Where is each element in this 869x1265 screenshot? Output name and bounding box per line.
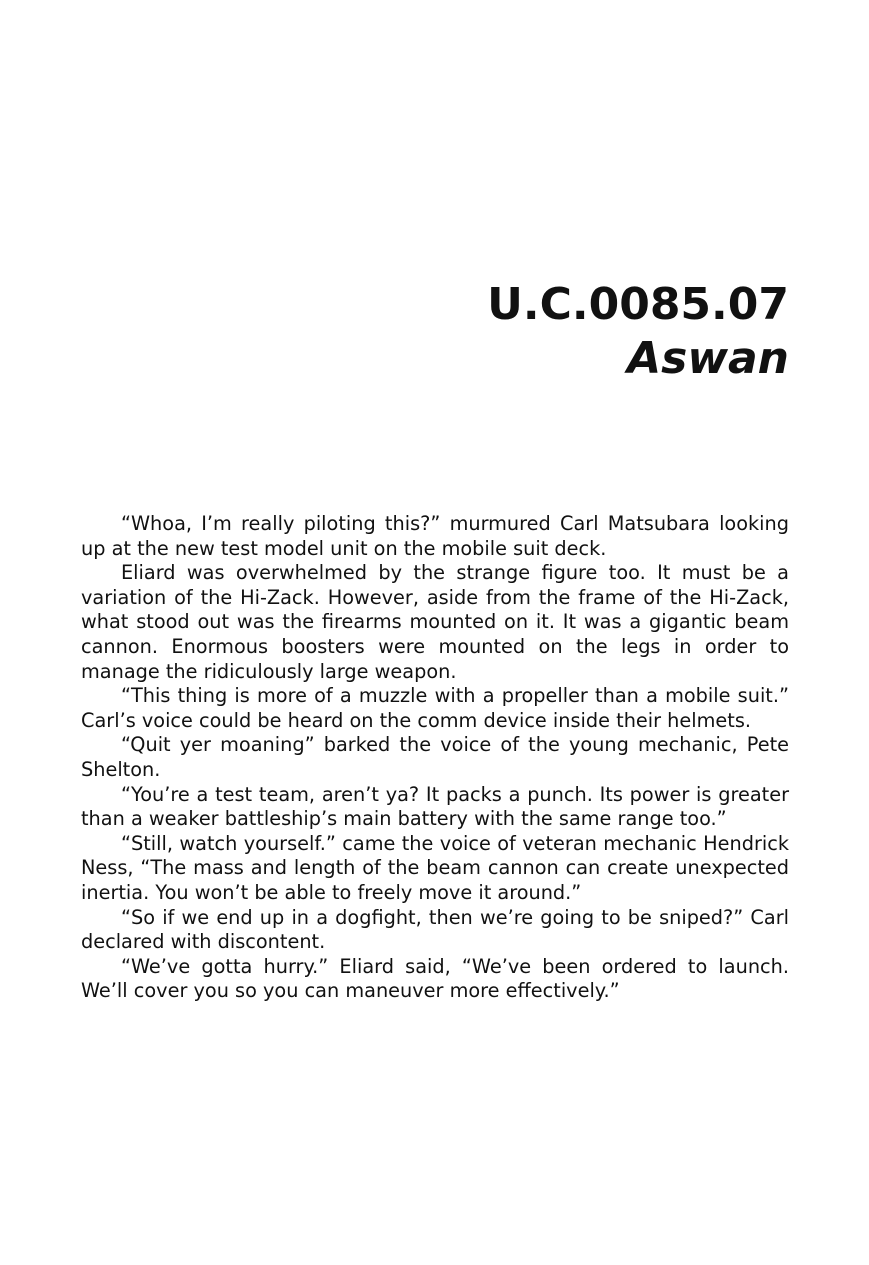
chapter-heading <box>487 278 789 386</box>
paragraph: “So if we end up in a dogfight, then we’re going to be sniped?” Carl declared with discontent. <box>81 905 789 954</box>
paragraph: “This thing is more of a muzzle with a propeller than a mobile suit.” Carl’s voice could be heard on the comm device inside their helmets. <box>81 684 789 732</box>
chapter-location: Aswan <box>627 333 789 384</box>
paragraph: “Quit yer moaning” barked the voice of the young mechanic, Pete Shelton. <box>81 733 789 781</box>
paragraph: Eliard was overwhelmed by the strange figure too. It must be a variation of the Hi-Zack. However, aside from the frame of the Hi-Zack, what stood out was the firearms mounted on it. It was a gigantic beam cannon. Enormous boosters were mounted on the legs in order to manage the ridiculously large weapon. <box>81 561 789 683</box>
paragraph: “We’ve gotta hurry.” Eliard said, “We’ve been ordered to launch. We’ll cover you so you can maneuver more effectively.” <box>81 954 789 1003</box>
paragraph: “Whoa, I’m really piloting this?” murmured Carl Matsubara looking up at the new test model unit on the mobile suit deck. <box>81 512 789 560</box>
paragraph: “You’re a test team, aren’t ya? It packs a punch. Its power is greater than a weaker battleship’s main battery with the same range too.” <box>81 782 789 831</box>
chapter-date: U.C.0085.07 <box>487 279 789 330</box>
story-text <box>81 512 789 1004</box>
paragraph: “Still, watch yourself.” came the voice of veteran mechanic Hendrick Ness, “The mass and length of the beam cannon can create unexpected inertia. You won’t be able to freely move it around.” <box>81 831 789 904</box>
